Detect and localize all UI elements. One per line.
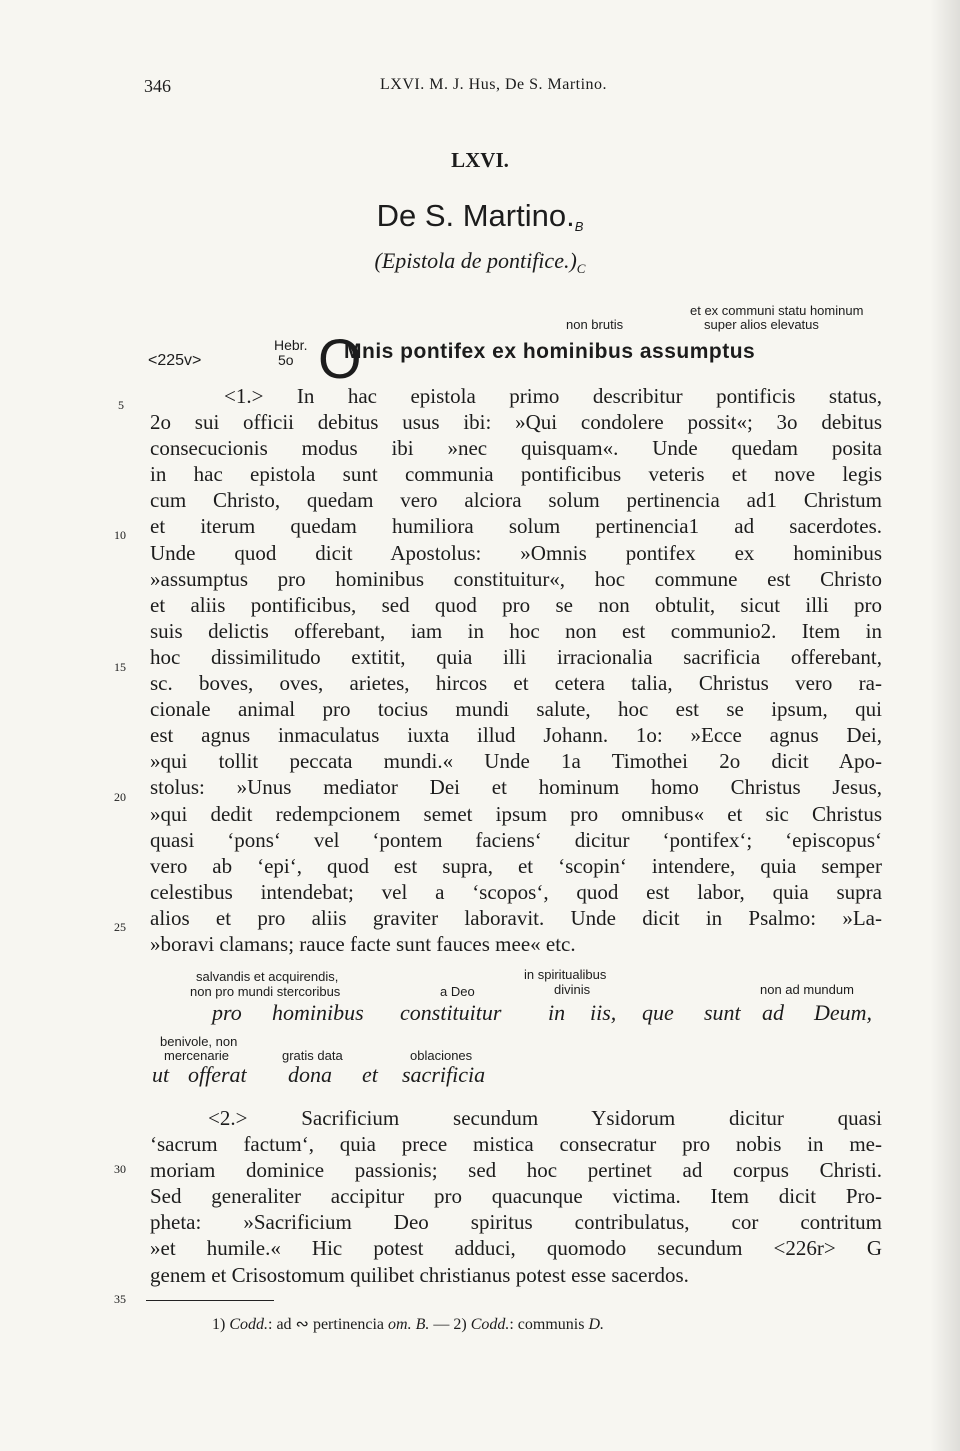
- interlinear-gloss: salvandis et acquirendis,: [196, 969, 339, 984]
- gloss-lemma: et: [362, 1062, 378, 1087]
- gloss-lemma: pro: [212, 1000, 242, 1025]
- gloss-lemma: sacrificia: [402, 1062, 486, 1087]
- text-line: stolus: »Unus mediator Dei et hominum homo Christus Jesus,: [150, 775, 882, 800]
- chapter-number: LXVI.: [451, 148, 509, 172]
- text-line: alios et pro aliis graviter laboravit. Unde dicit in Psalmo: »La-: [150, 905, 882, 930]
- interlinear-gloss: non ad mundum: [760, 982, 854, 997]
- folio-reference: <225v>: [148, 352, 202, 369]
- text-line: <2.> Sacrificium secundum Ysidorum dicitur quasi: [208, 1106, 882, 1130]
- text-line: hoc dissimilitudo extitit, quia illi irracionalia sacrificia offerebant,: [150, 644, 882, 669]
- footnote-siglum: om. B.: [388, 1316, 430, 1333]
- footnote-separator: —: [429, 1316, 454, 1333]
- gloss-lemma: iis,: [590, 1000, 617, 1025]
- running-title: LXVI. M. J. Hus, De S. Martino.: [380, 76, 608, 93]
- chapter-subtitle-text: (Epistola de pontifice.): [374, 248, 577, 273]
- text-line: moriam dominice passionis; sed hoc pertinet ad corpus Christi.: [150, 1158, 882, 1183]
- interlinear-gloss: non pro mundi stercoribus: [190, 984, 341, 999]
- chapter-subtitle: [0, 248, 960, 277]
- interlinear-gloss: divinis: [554, 982, 591, 997]
- footnote-marker: 2): [453, 1316, 467, 1333]
- footnote: [212, 1314, 604, 1334]
- footnote-codd: Codd.: [470, 1316, 510, 1333]
- line-number: 5: [118, 398, 124, 412]
- gloss-lemma: ut: [152, 1062, 170, 1087]
- gloss-lemma: Deum,: [814, 1000, 873, 1025]
- footnote-text: : ad ∾ pertinencia: [268, 1316, 385, 1333]
- interlinear-gloss: a Deo: [440, 984, 475, 999]
- gloss-lemma: offerat: [188, 1062, 247, 1087]
- text-line: in hac epistola sunt communia pontificibus veteris et nove legis: [150, 462, 882, 487]
- line-number: 25: [114, 920, 126, 934]
- chapter-subtitle-siglum: C: [576, 261, 586, 276]
- page-number: 346: [144, 76, 171, 96]
- text-line: 2o sui officii debitus usus ibi: »Qui condolere possit«; 3o debitus: [150, 410, 882, 435]
- gloss-lemma: in: [548, 1000, 566, 1025]
- gloss-lemma: constituitur: [400, 1000, 502, 1025]
- footnote-rule: [146, 1300, 274, 1301]
- gloss-lemma: dona: [288, 1062, 332, 1087]
- text-line: Unde quod dicit Apostolus: »Omnis pontifex ex hominibus: [150, 540, 882, 565]
- body-paragraph: [150, 1105, 882, 1288]
- text-line: »assumptus pro hominibus constituitur«, hoc commune est Christo: [150, 566, 882, 591]
- footnote-siglum: D.: [588, 1316, 605, 1333]
- interlinear-gloss: oblaciones: [410, 1048, 473, 1063]
- interlinear-gloss: gratis data: [282, 1048, 343, 1063]
- text-line: Sed generaliter accipitur pro quacunque victima. Item dicit Pro-: [150, 1184, 882, 1209]
- text-line: »et humile.« Hic potest adduci, quomodo secundum <226r> G: [150, 1236, 882, 1261]
- text-line: ‘sacrum factum‘, quia prece mistica consecratur pro nobis in me-: [150, 1132, 882, 1157]
- text-line: consecucionis modus ibi »nec quisquam«. Unde quedam posita: [150, 436, 882, 461]
- text-line: cionale animal pro tocius mundi salute, hoc est se ipsum, qui: [150, 697, 882, 722]
- interlinear-gloss: mercenarie: [164, 1048, 230, 1063]
- footnote-marker: 1): [212, 1316, 226, 1333]
- text-line: »boravi clamans; rauce facte sunt fauces mee« etc.: [150, 931, 576, 956]
- line-number: 10: [114, 528, 126, 542]
- text-line: genem et Crisostomum quilibet christianus potest esse sacerdos.: [150, 1262, 689, 1287]
- line-number: 35: [114, 1292, 126, 1306]
- text-line: et aliis pontificibus, sed quod pro se non obtulit, sicut illi pro: [150, 592, 882, 617]
- interlinear-gloss: non brutis: [566, 317, 624, 332]
- chapter-title-text: De S. Martino.: [376, 198, 575, 233]
- incipit-text: Mnis pontifex ex hominibus assumptus: [344, 340, 756, 363]
- text-line: et iterum quedam humiliora solum pertinencia1 ad sacerdotes.: [150, 514, 882, 539]
- footnote-text: : communis: [509, 1316, 585, 1333]
- text-line: cum Christo, quedam vero alciora solum pertinencia ad1 Christum: [150, 488, 882, 513]
- text-line: vero ab ‘epi‘, quod est supra, et ‘scopin‘ intendere, quia semper: [150, 853, 882, 878]
- text-line: pheta: »Sacrificium Deo spiritus contribulatus, cor contritum: [150, 1210, 882, 1235]
- footnote-codd: Codd.: [229, 1316, 268, 1333]
- bible-reference: [274, 338, 307, 368]
- text-line: quasi ‘pons‘ vel ‘pontem faciens‘ dicitur ‘pontifex‘; ‘episcopus‘: [150, 827, 882, 852]
- body-paragraph: [150, 383, 882, 957]
- text-line: est agnus inmaculatus iuxta illud Johann. 1o: »Ecce agnus Dei,: [150, 723, 882, 748]
- bible-chapter: 5o: [278, 352, 294, 368]
- line-number: 20: [114, 790, 126, 804]
- text-line: »qui tollit peccata mundi.« Unde 1a Timothei 2o dicit Apo-: [150, 749, 882, 774]
- gloss-lemma: ad: [762, 1000, 784, 1025]
- initial-letter: O: [318, 327, 362, 390]
- bible-book: Hebr.: [274, 337, 308, 353]
- text-line: celestibus intendebat; vel a ‘scopos‘, quod est labor, quia supra: [150, 879, 882, 904]
- text-line: suis delictis offerebant, iam in hoc non est communio2. Item in: [150, 618, 882, 643]
- interlinear-gloss: in spiritualibus: [524, 967, 607, 982]
- text-line: sc. boves, oves, arietes, hircos et cetera talia, Christus vero ra-: [150, 671, 882, 696]
- interlinear-gloss: benivole, non: [160, 1034, 238, 1049]
- gloss-lemma: hominibus: [272, 1000, 364, 1025]
- line-number: 15: [114, 660, 126, 674]
- text-line: <1.> In hac epistola primo describitur pontificis status,: [224, 384, 882, 408]
- line-number: 30: [114, 1162, 126, 1176]
- gloss-lemma: sunt: [704, 1000, 741, 1025]
- interlinear-gloss: super alios elevatus: [704, 317, 819, 332]
- interlinear-gloss: et ex communi statu hominum: [690, 303, 864, 318]
- gloss-lemma: que: [642, 1000, 674, 1025]
- chapter-title-siglum: B: [574, 219, 584, 234]
- chapter-title: [0, 198, 960, 234]
- text-line: »qui dedit redempcionem semet ipsum pro omnibus« et sic Christus: [150, 801, 882, 826]
